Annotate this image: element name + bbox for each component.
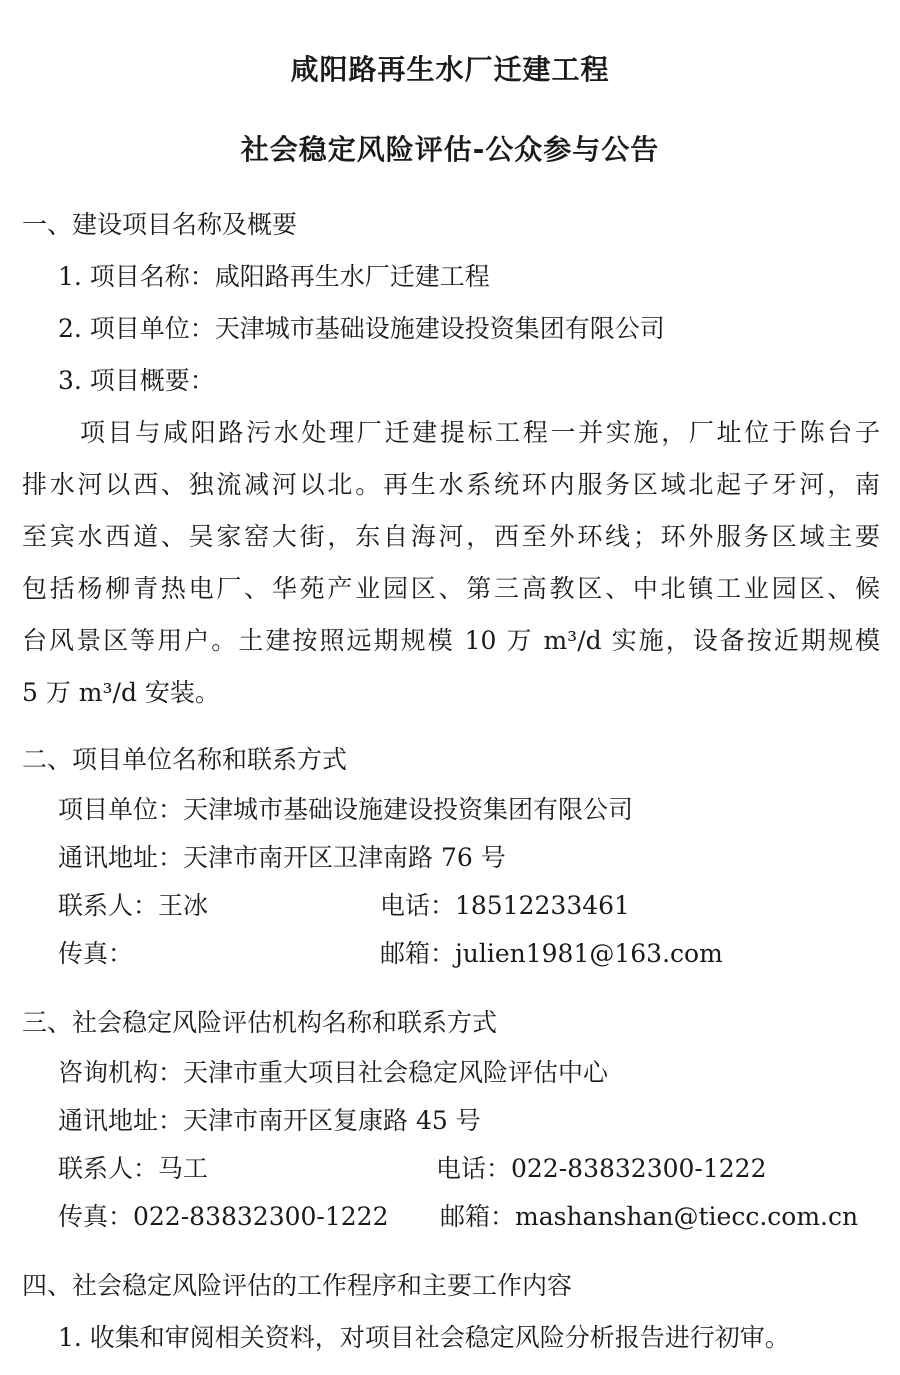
summary-line-3: 至宾水西道、吴家窑大街，东自海河，西至外环线；环外服务区域主要 [22, 522, 880, 551]
section-3-heading: 三、社会稳定风险评估机构名称和联系方式 [22, 1008, 498, 1037]
section-2-heading: 二、项目单位名称和联系方式 [22, 745, 348, 774]
summary-line-2: 排水河以西、独流减河以北。再生水系统环内服务区域北起子牙河，南 [22, 470, 880, 499]
s2-contact: 联系人：王冰 [58, 891, 209, 920]
project-unit: 2. 项目单位：天津城市基础设施建设投资集团有限公司 [58, 314, 665, 343]
s2-fax: 传真： [58, 939, 134, 968]
s3-fax: 传真：022-83832300-1222 [58, 1202, 389, 1231]
s2-unit: 项目单位：天津城市基础设施建设投资集团有限公司 [58, 795, 634, 824]
title-line-1: 咸阳路再生水厂迁建工程 [290, 53, 610, 86]
s3-address: 通讯地址：天津市南开区复康路 45 号 [58, 1106, 481, 1135]
s2-phone: 电话：18512233461 [380, 891, 630, 920]
s2-email: 邮箱：julien1981@163.com [380, 939, 723, 968]
summary-line-5: 台风景区等用户。土建按照远期规模 10 万 m³/d 实施，设备按近期规模 [22, 626, 880, 655]
project-summary-label: 3. 项目概要： [58, 366, 215, 395]
s3-phone: 电话：022-83832300-1222 [436, 1154, 767, 1183]
summary-line-6: 5 万 m³/d 安装。 [22, 678, 220, 707]
summary-line-4: 包括杨柳青热电厂、华苑产业园区、第三高教区、中北镇工业园区、候 [22, 574, 880, 603]
s3-org: 咨询机构：天津市重大项目社会稳定风险评估中心 [58, 1058, 609, 1087]
s3-contact: 联系人：马工 [58, 1154, 209, 1183]
section-1-heading: 一、建设项目名称及概要 [22, 210, 298, 239]
s2-address: 通讯地址：天津市南开区卫津南路 76 号 [58, 843, 506, 872]
summary-line-1: 项目与咸阳路污水处理厂迁建提标工程一并实施，厂址位于陈台子 [80, 418, 880, 447]
section-4-heading: 四、社会稳定风险评估的工作程序和主要工作内容 [22, 1271, 573, 1300]
title-line-2: 社会稳定风险评估-公众参与公告 [240, 133, 660, 166]
s3-email: 邮箱：mashanshan@tiecc.com.cn [440, 1202, 859, 1231]
project-name: 1. 项目名称：咸阳路再生水厂迁建工程 [58, 262, 490, 291]
s4-item-1: 1. 收集和审阅相关资料，对项目社会稳定风险分析报告进行初审。 [58, 1323, 790, 1352]
